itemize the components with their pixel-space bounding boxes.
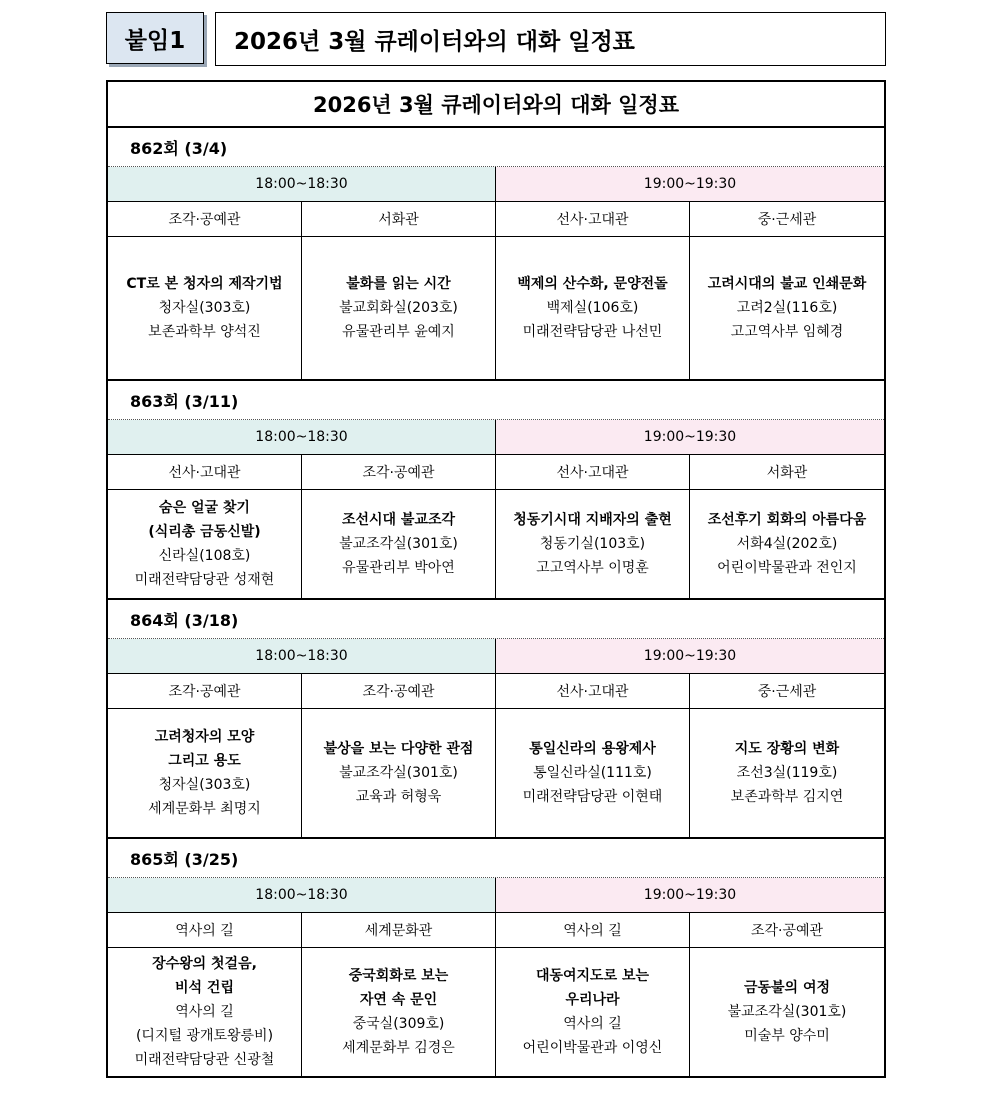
hall-name: 역사의 길 bbox=[108, 913, 302, 947]
talk-row bbox=[108, 709, 884, 837]
talk-title: 비석 건립 bbox=[175, 980, 234, 996]
talk-room: 불교조각실(301호) bbox=[727, 1004, 847, 1020]
talk-room: 청동기실(103호) bbox=[539, 536, 646, 552]
talk-title: 청동기시대 지배자의 출현 bbox=[513, 512, 672, 528]
talk-row bbox=[108, 490, 884, 598]
talk-cell bbox=[690, 709, 884, 837]
time-slot-late: 19:00~19:30 bbox=[496, 420, 884, 454]
talk-curator: 보존과학부 김지연 bbox=[730, 789, 844, 805]
talk-title: 대동여지도로 보는 bbox=[535, 968, 650, 984]
hall-name: 조각·공예관 bbox=[750, 923, 824, 939]
talk-curator: 유물관리부 박아연 bbox=[342, 560, 455, 576]
talk-title: 금동불의 여정 bbox=[743, 980, 831, 996]
talk-cell bbox=[690, 948, 884, 1076]
talk-title: 숨은 얼굴 찾기 bbox=[159, 500, 250, 516]
hall-name: 선사·고대관 bbox=[496, 674, 690, 708]
session-block bbox=[108, 128, 884, 381]
talk-curator: 세계문화부 김경은 bbox=[342, 1040, 455, 1056]
hall-name: 역사의 길 bbox=[496, 913, 690, 947]
hall-name: 중·근세관 bbox=[757, 684, 817, 700]
talk-room: 조선3실(119호) bbox=[736, 765, 838, 781]
hall-name: 조각·공예관 bbox=[302, 455, 496, 489]
time-slot-row bbox=[108, 167, 884, 202]
talk-cell bbox=[496, 490, 690, 598]
talk-title: 고려시대의 불교 인쇄문화 bbox=[707, 276, 867, 292]
talk-room: 불교조각실(301호) bbox=[339, 536, 458, 552]
document-title: 2026년 3월 큐레이터와의 대화 일정표 bbox=[215, 12, 886, 66]
hall-name: 서화관 bbox=[302, 202, 496, 236]
talk-room: 신라실(108호) bbox=[158, 548, 251, 564]
hall-name: 서화관 bbox=[766, 465, 808, 481]
talk-curator: 어린이박물관과 전인지 bbox=[717, 560, 857, 576]
hall-name: 선사·고대관 bbox=[496, 455, 690, 489]
time-slot-row bbox=[108, 639, 884, 674]
hall-name: 선사·고대관 bbox=[496, 202, 690, 236]
hall-name: 조각·공예관 bbox=[108, 202, 302, 236]
time-slot-early: 18:00~18:30 bbox=[108, 420, 496, 454]
hall-row bbox=[108, 455, 884, 490]
hall-name: 중·근세관 bbox=[757, 212, 817, 228]
talk-title: 조선후기 회화의 아름다움 bbox=[707, 512, 867, 528]
talk-room: 서화4실(202호) bbox=[736, 536, 838, 552]
talk-cell bbox=[690, 490, 884, 598]
hall-row bbox=[108, 913, 884, 948]
talk-room: 백제실(106호) bbox=[546, 300, 639, 316]
session-heading: 865회 (3/25) bbox=[108, 839, 884, 878]
hall-row bbox=[108, 202, 884, 237]
time-slot-early: 18:00~18:30 bbox=[108, 167, 496, 201]
talk-title: 불화를 읽는 시간 bbox=[346, 276, 451, 292]
time-slot-row bbox=[108, 878, 884, 913]
time-slot-early: 18:00~18:30 bbox=[108, 639, 496, 673]
talk-cell bbox=[302, 709, 496, 837]
talk-title: 통일신라의 용왕제사 bbox=[529, 741, 656, 757]
talk-cell bbox=[302, 948, 496, 1076]
talk-room: 역사의 길 bbox=[175, 1004, 234, 1020]
hall-name: 조각·공예관 bbox=[108, 674, 302, 708]
hall-row bbox=[108, 674, 884, 709]
hall-name: 세계문화관 bbox=[302, 913, 496, 947]
talk-title: CT로 본 청자의 제작기법 bbox=[126, 276, 283, 292]
talk-title: 조선시대 불교조각 bbox=[341, 512, 456, 528]
schedule-table bbox=[106, 80, 886, 1078]
talk-curator: 미래전략담당관 성재현 bbox=[134, 572, 275, 588]
talk-curator: 고고역사부 이명훈 bbox=[536, 560, 649, 576]
talk-title: 지도 장황의 변화 bbox=[734, 741, 840, 757]
session-block bbox=[108, 600, 884, 839]
talk-title: 그리고 용도 bbox=[168, 753, 241, 769]
session-heading: 864회 (3/18) bbox=[108, 600, 884, 639]
talk-title: 고려청자의 모양 bbox=[154, 729, 255, 745]
talk-cell bbox=[496, 237, 690, 379]
talk-room: 청자실(303호) bbox=[158, 777, 251, 793]
talk-cell bbox=[496, 709, 690, 837]
talk-cell bbox=[108, 948, 302, 1076]
talk-row bbox=[108, 237, 884, 379]
talk-room-note: (디지털 광개토왕릉비) bbox=[135, 1028, 274, 1044]
talk-cell bbox=[302, 237, 496, 379]
talk-title: 중국회화로 보는 bbox=[348, 968, 449, 984]
talk-curator: 미래전략담당관 이현태 bbox=[522, 789, 663, 805]
talk-curator: 고고역사부 임혜경 bbox=[730, 324, 844, 340]
talk-room: 청자실(303호) bbox=[158, 300, 251, 316]
session-block bbox=[108, 381, 884, 600]
talk-room: 불교조각실(301호) bbox=[339, 765, 458, 781]
talk-title: 자연 속 문인 bbox=[359, 992, 438, 1008]
talk-cell bbox=[496, 948, 690, 1076]
session-heading: 863회 (3/11) bbox=[108, 381, 884, 420]
time-slot-late: 19:00~19:30 bbox=[496, 639, 884, 673]
talk-cell bbox=[108, 709, 302, 837]
talk-cell bbox=[302, 490, 496, 598]
talk-cell bbox=[690, 237, 884, 379]
hall-name: 조각·공예관 bbox=[302, 674, 496, 708]
talk-title: 백제의 산수화, 문양전돌 bbox=[517, 276, 668, 292]
talk-curator: 미술부 양수미 bbox=[744, 1028, 830, 1044]
session-block bbox=[108, 839, 884, 1076]
talk-cell bbox=[108, 490, 302, 598]
attachment-label: 붙임1 bbox=[106, 12, 204, 64]
talk-curator: 교육과 허형욱 bbox=[355, 789, 442, 805]
talk-room: 역사의 길 bbox=[563, 1016, 622, 1032]
talk-row bbox=[108, 948, 884, 1076]
talk-title: 우리나라 bbox=[565, 992, 620, 1008]
talk-title: 불상을 보는 다양한 관점 bbox=[323, 741, 474, 757]
talk-title: 장수왕의 첫걸음, bbox=[152, 956, 257, 972]
time-slot-row bbox=[108, 420, 884, 455]
talk-curator: 보존과학부 양석진 bbox=[148, 324, 261, 340]
talk-curator: 세계문화부 최명지 bbox=[148, 801, 261, 817]
talk-room: 고려2실(116호) bbox=[736, 300, 838, 316]
session-heading: 862회 (3/4) bbox=[108, 128, 884, 167]
talk-curator: 유물관리부 윤예지 bbox=[342, 324, 455, 340]
talk-room: 통일신라실(111호) bbox=[533, 765, 652, 781]
time-slot-late: 19:00~19:30 bbox=[496, 167, 884, 201]
talk-title: (식리총 금동신발) bbox=[148, 524, 261, 540]
time-slot-early: 18:00~18:30 bbox=[108, 878, 496, 912]
talk-room: 중국실(309호) bbox=[352, 1016, 445, 1032]
talk-room: 불교회화실(203호) bbox=[339, 300, 458, 316]
hall-name: 선사·고대관 bbox=[108, 455, 302, 489]
talk-curator: 미래전략담당관 신광철 bbox=[134, 1052, 275, 1068]
table-title: 2026년 3월 큐레이터와의 대화 일정표 bbox=[108, 82, 884, 128]
talk-cell bbox=[108, 237, 302, 379]
talk-curator: 어린이박물관과 이영신 bbox=[522, 1040, 663, 1056]
time-slot-late: 19:00~19:30 bbox=[496, 878, 884, 912]
talk-curator: 미래전략담당관 나선민 bbox=[522, 324, 663, 340]
